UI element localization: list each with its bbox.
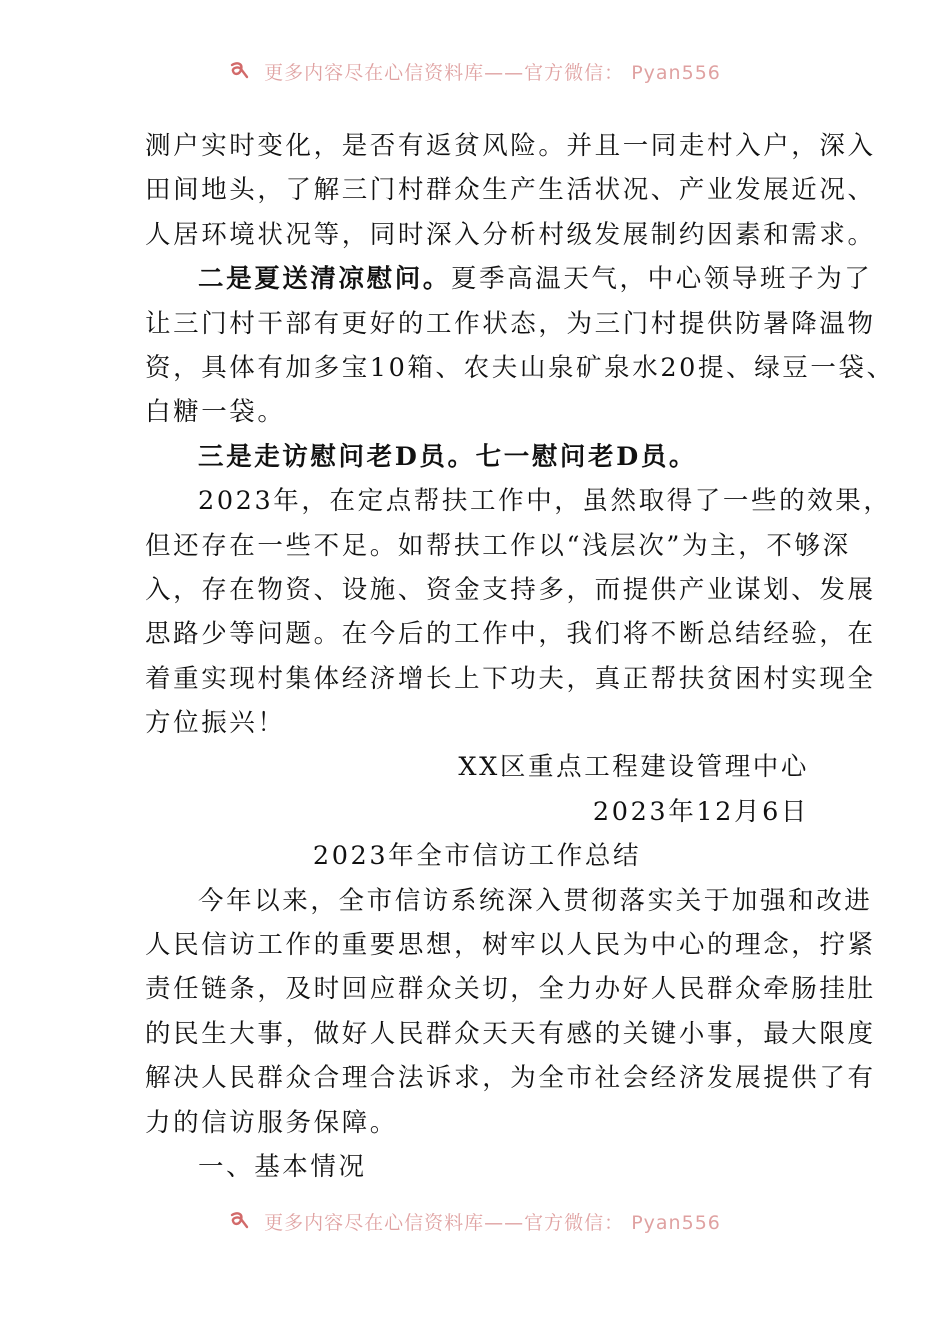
next-doc-line-5: 解决人民群众合理合法诉求，为全市社会经济发展提供了有	[145, 1063, 876, 1094]
next-doc-title: 2023年全市信访工作总结	[312, 841, 642, 872]
summary-line-4: 思路少等问题。在今后的工作中，我们将不断总结经验，在	[145, 619, 876, 650]
section3-heading: 三是走访慰问老D员。七一慰问老D员。	[198, 441, 698, 472]
watermark-footer	[0, 1208, 950, 1234]
next-doc-line-1: 今年以来，全市信访系统深入贯彻落实关于加强和改进	[198, 885, 873, 916]
section2-line-3: 资，具体有加多宝10箱、农夫山泉矿泉水20提、绿豆一袋、	[145, 352, 895, 383]
signature-org: XX区重点工程建设管理中心	[458, 752, 809, 783]
section2-heading: 二是夏送清凉慰问。	[198, 264, 451, 295]
watermark-text: 更多内容尽在心信资料库——官方微信： Pyan556	[264, 1212, 721, 1234]
body-line-1: 测户实时变化，是否有返贫风险。并且一同走村入户，深入	[145, 131, 876, 161]
summary-line-3: 入，存在物资、设施、资金支持多，而提供产业谋划、发展	[145, 574, 876, 605]
next-doc-line-6: 力的信访服务保障。	[145, 1107, 398, 1138]
watermark-header	[0, 58, 950, 84]
next-doc-line-4: 的民生大事，做好人民群众天天有感的关键小事，最大限度	[145, 1018, 876, 1049]
next-doc-line-3: 责任链条，及时回应群众关切，全力办好人民群众牵肠挂肚	[145, 974, 876, 1005]
section2-line-4: 白糖一袋。	[145, 397, 286, 428]
next-doc-line-2: 人民信访工作的重要思想，树牢以人民为中心的理念，拧紧	[145, 930, 876, 961]
section2-line-1-rest: 夏季高温天气，中心领导班子为了	[450, 264, 873, 295]
body-line-3: 人居环境状况等，同时深入分析村级发展制约因素和需求。	[145, 219, 876, 250]
summary-line-1: 2023年，在定点帮扶工作中，虽然取得了一些的效果，	[198, 486, 892, 517]
signature-date: 2023年12月6日	[592, 796, 809, 827]
section2-line-1	[145, 257, 873, 301]
next-doc-section1-heading: 一、基本情况	[198, 1151, 367, 1182]
summary-line-5: 着重实现村集体经济增长上下功夫，真正帮扶贫困村实现全	[145, 663, 876, 694]
summary-line-6: 方位振兴！	[145, 708, 286, 739]
summary-line-2: 但还存在一些不足。如帮扶工作以“浅层次”为主，不够深	[145, 530, 851, 561]
document-page	[145, 124, 895, 1189]
watermark-text: 更多内容尽在心信资料库——官方微信： Pyan556	[264, 62, 721, 84]
section3-line	[145, 435, 809, 479]
watermark-logo-icon	[229, 61, 251, 86]
watermark-logo-icon	[229, 1211, 251, 1236]
section2-line-2: 让三门村干部有更好的工作状态，为三门村提供防暑降温物	[145, 308, 876, 339]
body-line-2: 田间地头，了解三门村群众生产生活状况、产业发展近况、	[145, 175, 876, 206]
